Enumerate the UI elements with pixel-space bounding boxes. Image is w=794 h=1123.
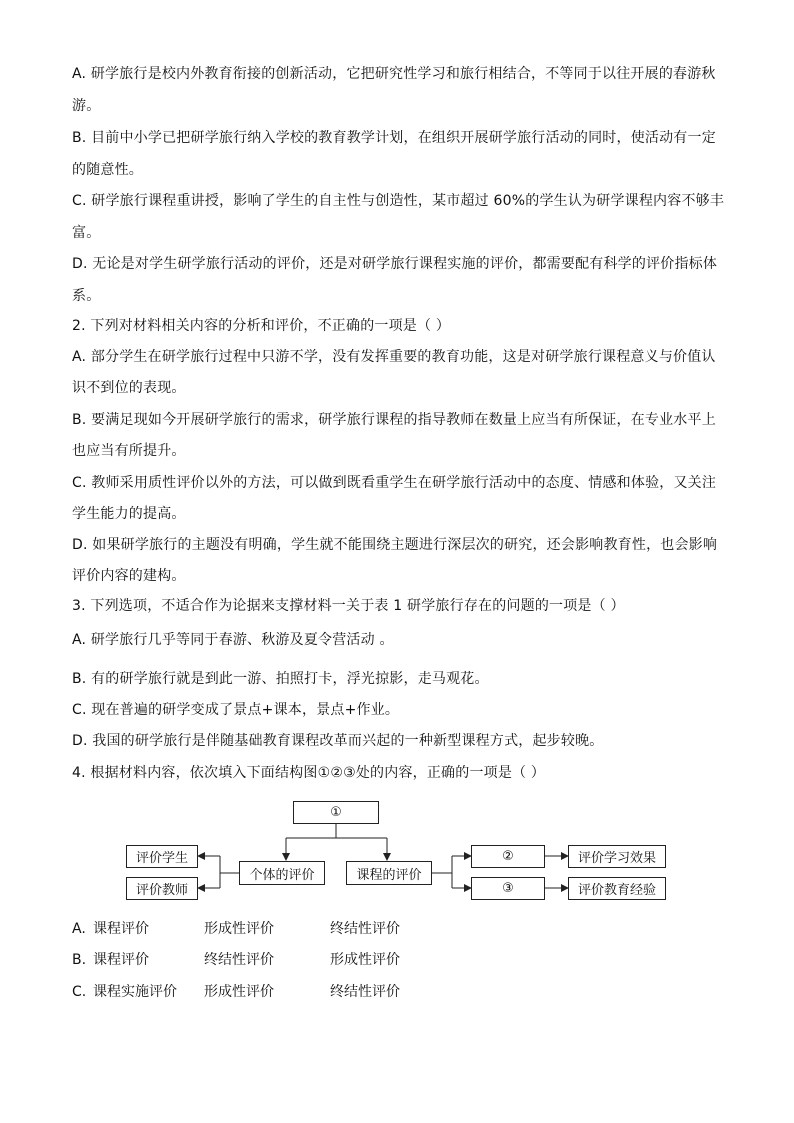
q1-option-b-cont: 的随意性。	[72, 162, 143, 178]
option-col1: 课程评价	[93, 952, 149, 968]
q1-option-c-cont: 富。	[72, 225, 101, 241]
q3-option-b: B. 有的研学旅行就是到此一游、拍照打卡，浮光掠影，走马观花。	[72, 671, 489, 687]
q1-option-c: C. 研学旅行课程重讲授，影响了学生的自主性与创造性，某市超过 60%的学生认为研学课程内容不够丰	[72, 193, 725, 209]
q2-option-c-cont: 学生能力的提高。	[72, 506, 186, 522]
q2-option-b: B. 要满足现如今开展研学旅行的需求，研学旅行课程的指导教师在数量上应当有所保证，在专业水平上	[72, 412, 716, 428]
option-col2: 终结性评价	[204, 952, 274, 968]
diagram-box-1: ①	[293, 801, 379, 824]
q1-option-d: D. 无论是对学生研学旅行活动的评价，还是对研学旅行课程实施的评价，都需要配有科学的评价指标体	[72, 256, 718, 272]
diagram-box-course-evaluation: 课程的评价	[346, 861, 432, 885]
option-letter: B.	[72, 952, 87, 968]
q1-option-a-cont: 游。	[72, 98, 101, 114]
option-col2: 形成性评价	[204, 984, 274, 1000]
q2-option-d: D. 如果研学旅行的主题没有明确，学生就不能围绕主题进行深层次的研究，还会影响教育性，也会影响	[72, 537, 718, 553]
q2-option-a: A. 部分学生在研学旅行过程中只游不学，没有发挥重要的教育功能，这是对研学旅行课程意义与价值认	[72, 349, 716, 365]
q3-option-c: C. 现在普遍的研学变成了景点+课本，景点+作业。	[72, 702, 400, 718]
option-col3: 形成性评价	[330, 952, 400, 968]
q3-stem: 3. 下列选项，不适合作为论据来支撑材料一关于表 1 研学旅行存在的问题的一项是（ ）	[72, 598, 625, 614]
diagram-box-evaluate-teachers: 评价教师	[126, 877, 198, 900]
q1-option-d-cont: 系。	[72, 288, 101, 304]
option-letter: A.	[72, 921, 86, 937]
q2-stem: 2. 下列对材料相关内容的分析和评价，不正确的一项是（ ）	[72, 318, 451, 334]
q4-stem: 4. 根据材料内容，依次填入下面结构图①②③处的内容，正确的一项是（ ）	[72, 765, 546, 781]
q2-option-b-cont: 也应当有所提升。	[72, 443, 186, 459]
q1-option-a: A. 研学旅行是校内外教育衔接的创新活动，它把研究性学习和旅行相结合，不等同于以往开展的春游秋	[72, 66, 716, 82]
q3-option-d: D. 我国的研学旅行是伴随基础教育课程改革而兴起的一种新型课程方式，起步较晚。	[72, 733, 604, 749]
q2-option-d-cont: 评价内容的建构。	[72, 568, 186, 584]
diagram-box-evaluate-education-experience: 评价教育经验	[568, 877, 666, 900]
q3-option-a: A. 研学旅行几乎等同于春游、秋游及夏令营活动 。	[72, 632, 394, 648]
option-col2: 形成性评价	[204, 921, 274, 937]
option-col3: 终结性评价	[330, 921, 400, 937]
q2-option-a-cont: 识不到位的表现。	[72, 380, 186, 396]
diagram-box-2: ②	[471, 845, 545, 868]
diagram-box-individual-evaluation: 个体的评价	[239, 861, 325, 885]
q1-option-b: B. 目前中小学已把研学旅行纳入学校的教育教学计划，在组织开展研学旅行活动的同时，使活动有一定	[72, 130, 716, 146]
option-col1: 课程评价	[93, 921, 149, 937]
diagram-box-evaluate-learning-effect: 评价学习效果	[568, 845, 666, 868]
q2-option-c: C. 教师采用质性评价以外的方法，可以做到既看重学生在研学旅行活动中的态度、情感和体验，又关注	[72, 475, 717, 491]
diagram-box-3: ③	[471, 877, 545, 900]
option-col1: 课程实施评价	[93, 984, 177, 1000]
option-letter: C.	[72, 984, 87, 1000]
diagram-box-evaluate-students: 评价学生	[126, 845, 198, 868]
option-col3: 终结性评价	[330, 984, 400, 1000]
